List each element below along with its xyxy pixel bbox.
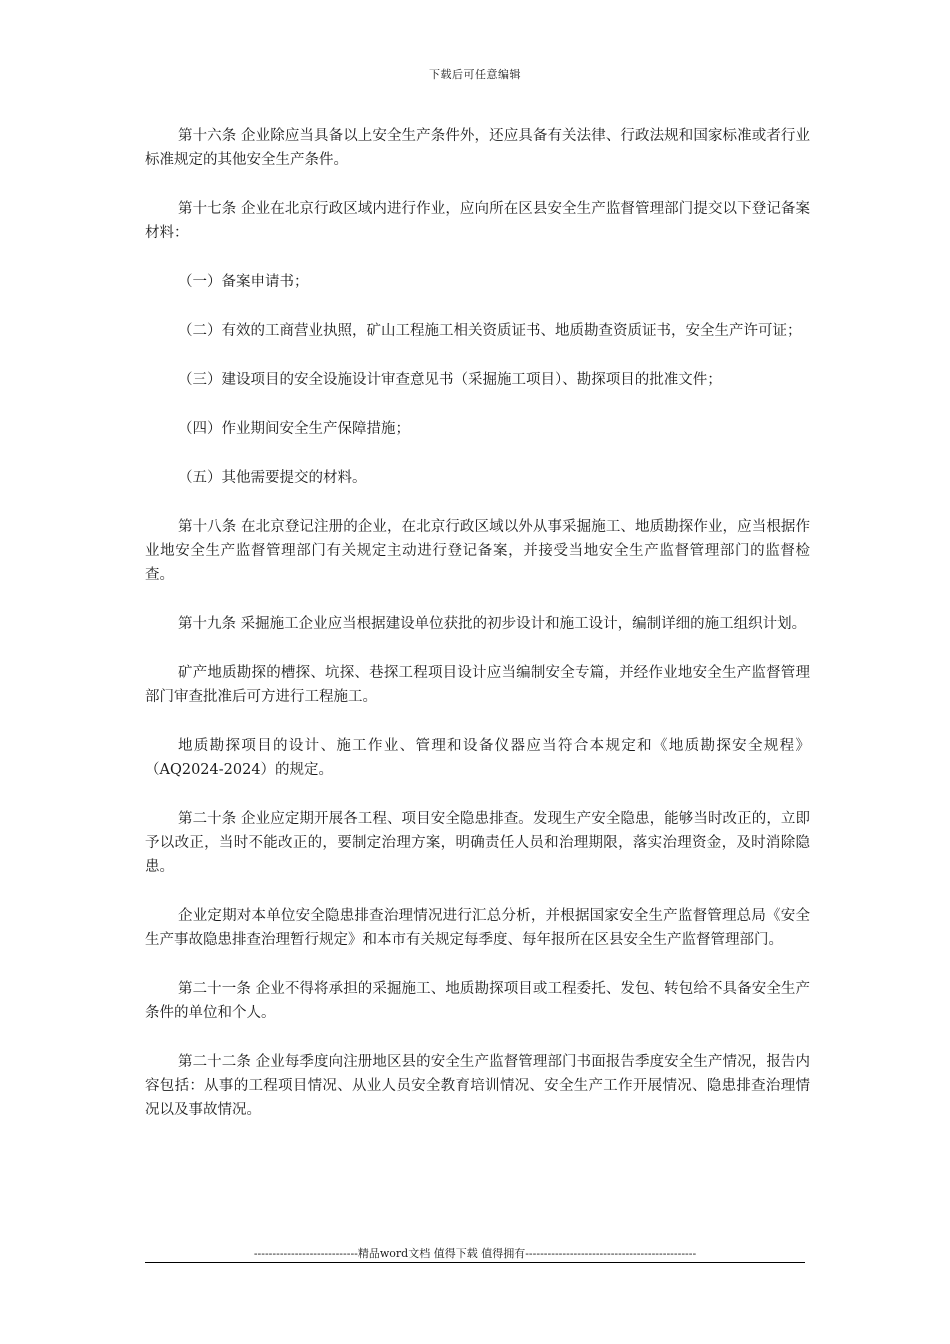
paragraph: 第十七条 企业在北京行政区域内进行作业，应向所在区县安全生产监督管理部门提交以下登记备案材料： — [145, 201, 810, 241]
paragraph: （二）有效的工商营业执照，矿山工程施工相关资质证书、地质勘查资质证书，安全生产许可证； — [178, 323, 802, 339]
paragraph: 第十八条 在北京登记注册的企业，在北京行政区域以外从事采掘施工、地质勘探作业，应当根据作业地安全生产监督管理部门有关规定主动进行登记备案，并接受当地安全生产监督管理部门的监督检查。 — [145, 519, 810, 583]
paragraph: （五）其他需要提交的材料。 — [178, 470, 367, 486]
paragraph: 企业定期对本单位安全隐患排查治理情况进行汇总分析，并根据国家安全生产监督管理总局《安全生产事故隐患排查治理暂行规定》和本市有关规定每季度、每年报所在区县安全生产监督管理部门。 — [145, 908, 810, 948]
paragraph: 第二十一条 企业不得将承担的采掘施工、地质勘探项目或工程委托、发包、转包给不具备安全生产条件的单位和个人。 — [145, 981, 810, 1021]
paragraph: 第十九条 采掘施工企业应当根据建设单位获批的初步设计和施工设计，编制详细的施工组织计划。 — [178, 616, 807, 632]
footer-divider — [145, 1262, 805, 1263]
paragraph: （四）作业期间安全生产保障措施； — [178, 421, 410, 437]
paragraph: 地质勘探项目的设计、施工作业、管理和设备仪器应当符合本规定和《地质勘探安全规程》（AQ2024-2024）的规定。 — [145, 738, 810, 778]
paragraph: 矿产地质勘探的槽探、坑探、巷探工程项目设计应当编制安全专篇，并经作业地安全生产监督管理部门审查批准后可方进行工程施工。 — [145, 665, 810, 705]
page-header: 下载后可任意编辑 — [429, 68, 521, 81]
paragraph: 第二十条 企业应定期开展各工程、项目安全隐患排查。发现生产安全隐患，能够当时改正的，立即予以改正，当时不能改正的，要制定治理方案，明确责任人员和治理期限，落实治理资金，及时消除隐患。 — [145, 811, 810, 875]
paragraph: （一）备案申请书； — [178, 274, 309, 290]
page-footer: ----------------------------精品word文档 值得下载 值得拥有---------------------------------------------- — [253, 1247, 697, 1260]
document-body — [145, 124, 810, 1147]
paragraph: （三）建设项目的安全设施设计审查意见书（采掘施工项目）、勘探项目的批准文件； — [178, 372, 722, 388]
paragraph: 第二十二条 企业每季度向注册地区县的安全生产监督管理部门书面报告季度安全生产情况，报告内容包括：从事的工程项目情况、从业人员安全教育培训情况、安全生产工作开展情况、隐患排查治理情况以及事故情况。 — [145, 1054, 810, 1118]
paragraph: 第十六条 企业除应当具备以上安全生产条件外，还应具备有关法律、行政法规和国家标准或者行业标准规定的其他安全生产条件。 — [145, 128, 810, 168]
